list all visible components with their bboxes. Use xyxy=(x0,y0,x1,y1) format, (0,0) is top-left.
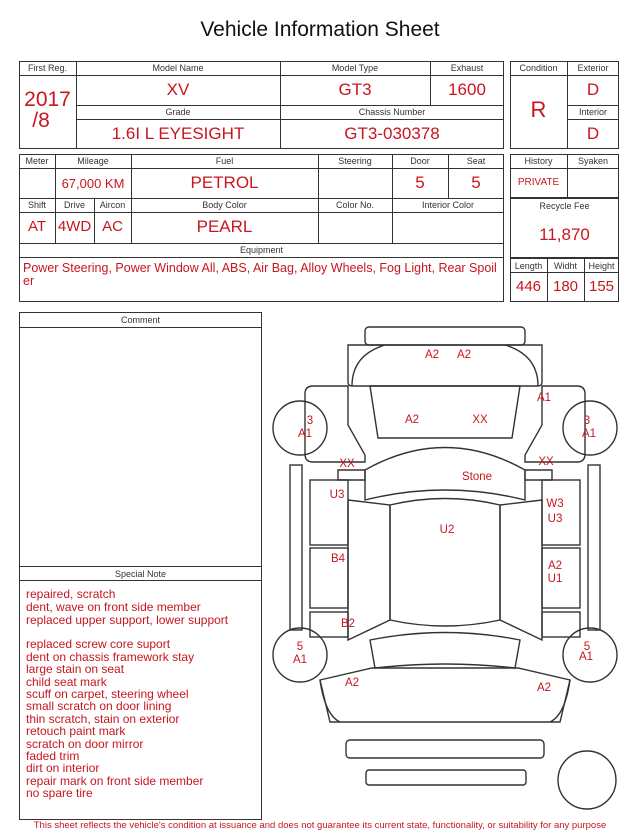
damage-mark: A2 xyxy=(344,677,360,689)
damage-mark: 3 xyxy=(306,415,314,427)
damage-mark: A2 xyxy=(404,414,420,426)
length-value: 446 xyxy=(515,278,542,295)
length-label: Length xyxy=(514,261,543,271)
special-note-item: child seat mark xyxy=(26,675,107,689)
aircon-value: AC xyxy=(102,218,123,235)
mileage-label: Mileage xyxy=(77,156,109,166)
damage-mark: XX xyxy=(472,414,488,426)
door-value: 5 xyxy=(415,173,425,192)
model-name-label: Model Name xyxy=(152,63,204,73)
mileage-value: 67,000 KM xyxy=(61,176,125,191)
special-note-item: dent on chassis framework stay xyxy=(26,650,195,664)
body-color-value: PEARL xyxy=(196,217,253,236)
steering-label: Steering xyxy=(338,156,372,166)
damage-mark: U3 xyxy=(547,513,563,525)
damage-mark: 5 xyxy=(296,641,304,653)
damage-mark: A1 xyxy=(581,428,597,440)
model-name-value: XV xyxy=(166,80,190,99)
seat-label: Seat xyxy=(466,156,486,166)
aircon-label: Aircon xyxy=(99,200,126,210)
condition-grade: R xyxy=(530,97,547,122)
drive-label: Drive xyxy=(63,200,85,210)
exhaust-value: 1600 xyxy=(448,80,486,99)
damage-mark: 3 xyxy=(583,415,591,427)
special-note-item: small scratch on door lining xyxy=(26,699,172,713)
special-note-item: retouch paint mark xyxy=(26,724,126,738)
exterior-label: Exterior xyxy=(577,63,609,73)
special-note-item: large stain on seat xyxy=(26,662,125,676)
exterior-grade: D xyxy=(586,80,600,99)
first-reg-year: 2017 xyxy=(24,88,71,111)
equipment-line-2: er xyxy=(23,274,35,288)
damage-mark: A2 xyxy=(536,682,552,694)
damage-mark: 5 xyxy=(583,641,591,653)
damage-mark: A1 xyxy=(578,651,594,663)
width-label: Widht xyxy=(553,261,577,271)
damage-mark: A1 xyxy=(536,392,552,404)
damage-mark: A2 xyxy=(547,560,563,572)
damage-mark: A1 xyxy=(297,428,313,440)
seat-value: 5 xyxy=(471,173,481,192)
door-label: Door xyxy=(410,156,430,166)
equipment-label: Equipment xyxy=(239,245,284,255)
special-note-item: dirt on interior xyxy=(26,761,100,775)
disclaimer-footer: This sheet reflects the vehicle's condition at issuance and does not guarantee its current state, functionality, or suitability for any purpose xyxy=(33,820,607,831)
damage-mark: W3 xyxy=(546,498,564,510)
recycle-fee-value: 11,870 xyxy=(539,225,590,244)
width-value: 180 xyxy=(552,278,579,295)
special-note-item: scuff on carpet, steering wheel xyxy=(26,687,189,701)
damage-mark: XX xyxy=(339,458,355,470)
drive-value: 4WD xyxy=(57,218,92,235)
special-note-item: faded trim xyxy=(26,749,80,763)
special-note-item: repair mark on front side member xyxy=(26,774,204,788)
special-note-item: scratch on door mirror xyxy=(26,737,144,751)
fuel-value: PETROL xyxy=(190,173,259,192)
damage-mark: A2 xyxy=(424,349,440,361)
grade-value: 1.6I L EYESIGHT xyxy=(111,124,245,143)
interior-label: Interior xyxy=(578,107,607,117)
damage-mark: U3 xyxy=(329,489,345,501)
exhaust-label: Exhaust xyxy=(450,63,484,73)
shift-label: Shift xyxy=(27,200,46,210)
damage-mark: A1 xyxy=(292,654,308,666)
height-value: 155 xyxy=(588,278,615,295)
special-note-item: replaced upper support, lower support xyxy=(26,613,229,627)
damage-mark: U1 xyxy=(547,573,563,585)
meter-label: Meter xyxy=(25,156,49,166)
shift-value: AT xyxy=(27,218,47,235)
comment-label: Comment xyxy=(120,315,160,325)
damage-mark: XX xyxy=(538,456,554,468)
history-label: History xyxy=(524,156,553,166)
color-no-label: Color No. xyxy=(335,200,374,210)
chassis-number-label: Chassis Number xyxy=(358,107,426,117)
damage-mark: A2 xyxy=(456,349,472,361)
condition-label: Condition xyxy=(519,63,558,73)
chassis-number-value: GT3-030378 xyxy=(344,124,440,143)
special-note-item: no spare tire xyxy=(26,786,93,800)
special-note-item: replaced screw core suport xyxy=(26,637,171,651)
damage-mark: B4 xyxy=(330,553,346,565)
damage-mark: B2 xyxy=(340,618,356,630)
interior-color-label: Interior Color xyxy=(421,200,475,210)
model-type-label: Model Type xyxy=(331,63,379,73)
special-note-item: repaired, scratch xyxy=(26,587,116,601)
height-label: Height xyxy=(588,261,615,271)
first-reg-month: /8 xyxy=(32,109,50,132)
history-value: PRIVATE xyxy=(517,177,560,188)
first-reg-label: First Reg. xyxy=(27,63,67,73)
body-color-label: Body Color xyxy=(202,200,247,210)
special-note-label: Special Note xyxy=(114,569,167,579)
interior-grade: D xyxy=(586,124,600,143)
model-type-value: GT3 xyxy=(338,80,372,99)
recycle-fee-label: Recycle Fee xyxy=(539,201,590,211)
special-note-item: dent, wave on front side member xyxy=(26,600,201,614)
grade-label: Grade xyxy=(165,107,191,117)
special-note-item: thin scratch, stain on exterior xyxy=(26,712,180,726)
fuel-label: Fuel xyxy=(215,156,234,166)
car-inspection-diagram xyxy=(268,318,628,818)
damage-mark: Stone xyxy=(461,471,493,483)
equipment-line-1: Power Steering, Power Window All, ABS, Air Bag, Alloy Wheels, Fog Light, Rear Spoil xyxy=(23,261,497,275)
damage-mark: U2 xyxy=(439,524,455,536)
page-title: Vehicle Information Sheet xyxy=(200,18,440,41)
syaken-label: Syaken xyxy=(577,156,609,166)
